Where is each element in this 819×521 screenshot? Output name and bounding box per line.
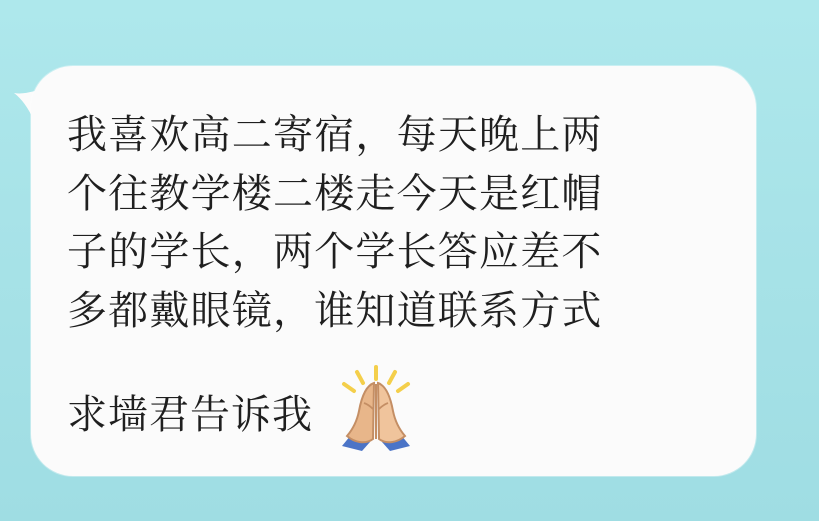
message-signoff-row bbox=[67, 385, 426, 445]
message-body: 我喜欢高二寄宿，每天晚上两 个往教学楼二楼走今天是红帽 子的学长，两个学长答应差不 多都戴眼镜，谁知道联系方式 bbox=[67, 112, 603, 334]
message-signoff: 求墙君告诉我 bbox=[67, 392, 313, 438]
folded-hands-icon bbox=[326, 360, 426, 460]
